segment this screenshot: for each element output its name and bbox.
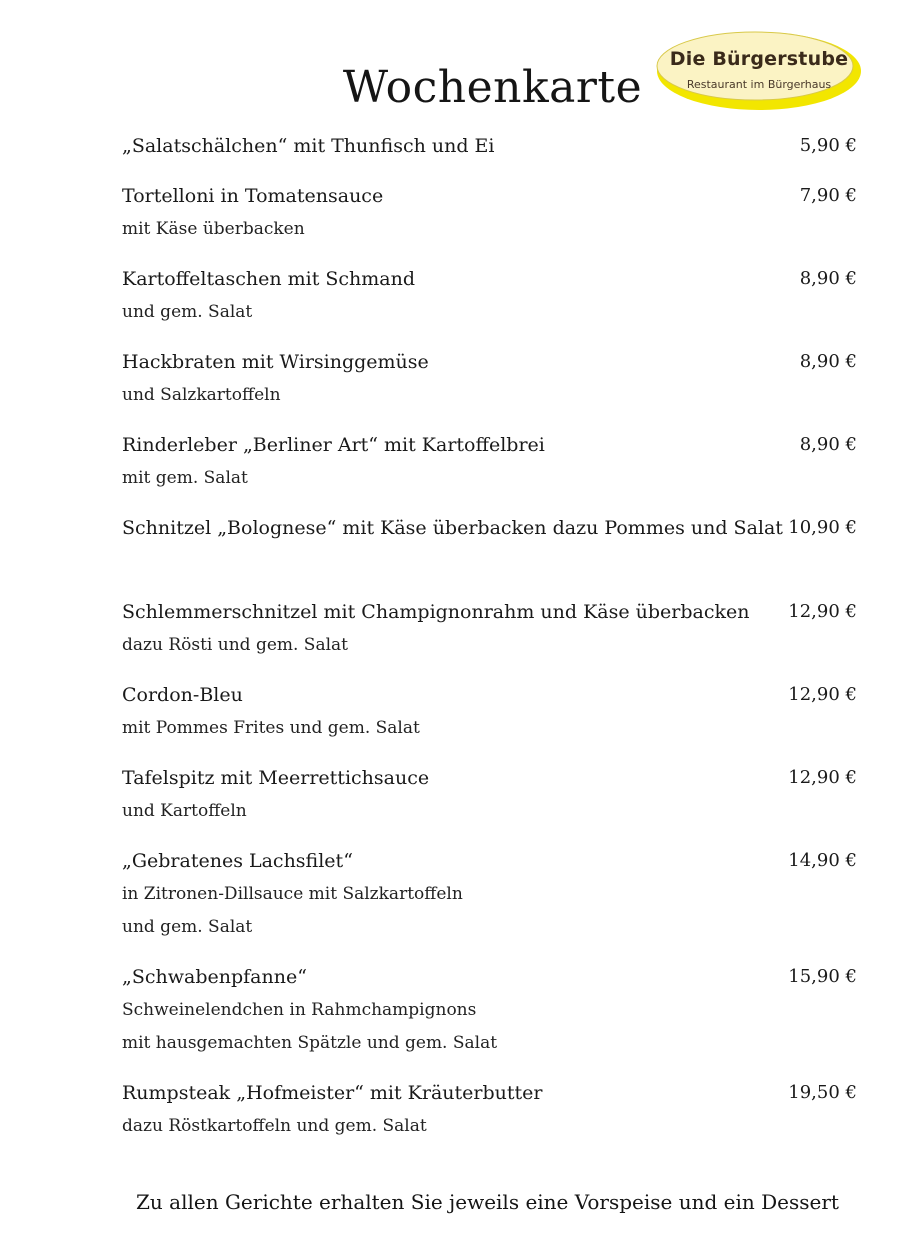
menu-item (122, 766, 857, 823)
menu-item (122, 134, 857, 158)
dish-description: dazu Rösti und gem. Salat (122, 635, 348, 655)
menu-item (122, 600, 857, 657)
dish-description: und gem. Salat (122, 917, 253, 937)
dish-price: 12,90 € (788, 601, 857, 622)
dish-name: Schnitzel „Bolognese“ mit Käse überbacken dazu Pommes und Salat (122, 517, 783, 539)
dish-description: und Kartoffeln (122, 801, 247, 821)
dish-description: Schweinelendchen in Rahmchampignons (122, 1000, 477, 1020)
dish-name: Hackbraten mit Wirsinggemüse (122, 351, 429, 373)
dish-price: 12,90 € (788, 684, 857, 705)
dish-description: dazu Röstkartoffeln und gem. Salat (122, 1116, 427, 1136)
page-title: Wochenkarte (342, 62, 643, 113)
dish-price: 19,50 € (788, 1082, 857, 1103)
menu-item (122, 267, 857, 324)
dish-price: 8,90 € (799, 434, 857, 455)
menu-item (122, 350, 857, 407)
dish-name: Kartoffeltaschen mit Schmand (122, 268, 416, 290)
dish-description: mit gem. Salat (122, 468, 248, 488)
dish-description: mit Käse überbacken (122, 219, 305, 239)
dish-price: 7,90 € (799, 185, 857, 206)
dish-description: mit hausgemachten Spätzle und gem. Salat (122, 1033, 498, 1053)
logo-name: Die Bürgerstube (669, 48, 849, 70)
menu-item (122, 516, 857, 540)
dish-price: 8,90 € (799, 351, 857, 372)
dish-name: Rumpsteak „Hofmeister“ mit Kräuterbutter (122, 1082, 543, 1104)
dish-description: mit Pommes Frites und gem. Salat (122, 718, 420, 738)
dish-price: 12,90 € (788, 767, 857, 788)
dish-name: Tafelspitz mit Meerrettichsauce (122, 767, 430, 789)
dish-name: Cordon-Bleu (122, 684, 243, 706)
menu-item (122, 433, 857, 490)
menu-item (122, 965, 857, 1055)
menu-item (122, 184, 857, 241)
dish-name: „Salatschälchen“ mit Thunfisch und Ei (122, 135, 495, 157)
menu-item (122, 683, 857, 740)
dish-description: in Zitronen-Dillsauce mit Salzkartoffeln (122, 884, 463, 904)
dish-price: 14,90 € (788, 850, 857, 871)
menu-item (122, 849, 857, 939)
dish-price: 5,90 € (799, 135, 857, 156)
dish-name: Rinderleber „Berliner Art“ mit Kartoffelbrei (122, 434, 545, 456)
logo-subtitle: Restaurant im Bürgerhaus (686, 78, 832, 91)
dish-name: Schlemmerschnitzel mit Champignonrahm und Käse überbacken (122, 601, 750, 623)
dish-name: „Gebratenes Lachsfilet“ (122, 850, 353, 872)
footer-note: Zu allen Gerichte erhalten Sie jeweils eine Vorspeise und ein Dessert (136, 1190, 839, 1214)
dish-description: und Salzkartoffeln (122, 385, 281, 405)
dish-price: 8,90 € (799, 268, 857, 289)
dish-price: 15,90 € (788, 966, 857, 987)
dish-name: Tortelloni in Tomatensauce (122, 185, 384, 207)
dish-name: „Schwabenpfanne“ (122, 966, 307, 988)
dish-price: 10,90 € (788, 517, 857, 538)
menu-item (122, 1081, 857, 1138)
dish-description: und gem. Salat (122, 302, 253, 322)
